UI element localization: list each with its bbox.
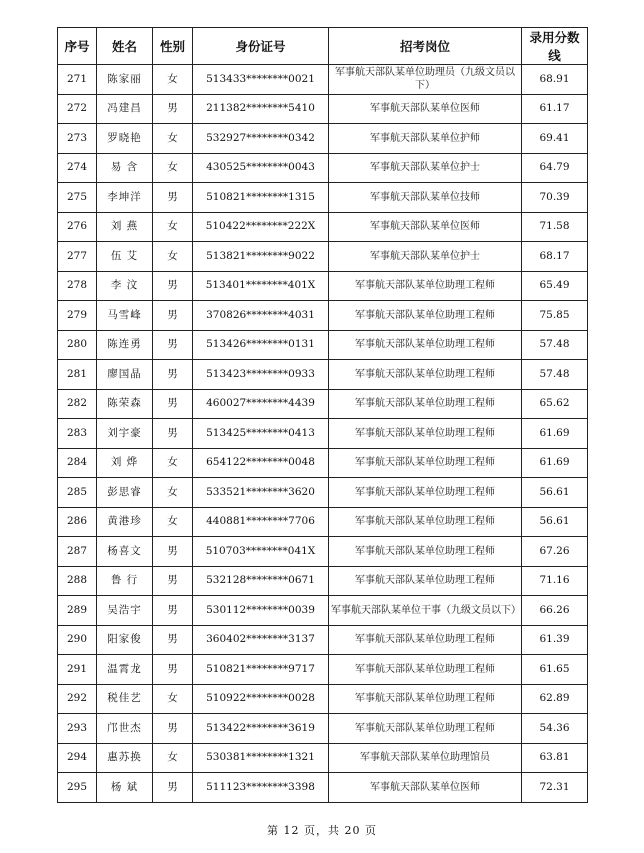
cell-score: 71.58 [522,212,588,242]
cell-position: 军事航天部队某单位助理工程师 [329,625,522,655]
cell-score: 56.61 [522,507,588,537]
cell-gender: 男 [153,537,193,567]
cell-position: 军事航天部队某单位护师 [329,124,522,154]
cell-id-number: 440881********7706 [193,507,329,537]
cell-position: 军事航天部队某单位助理工程师 [329,655,522,685]
cell-name: 彭思睿 [97,478,153,508]
cell-score: 70.39 [522,183,588,213]
cell-position: 军事航天部队某单位医师 [329,773,522,803]
cell-position: 军事航天部队某单位干事（九级文员以下） [329,596,522,626]
header-position: 招考岗位 [329,28,522,65]
cell-position: 军事航天部队某单位助理工程师 [329,566,522,596]
cell-position: 军事航天部队某单位护士 [329,153,522,183]
cell-gender: 男 [153,183,193,213]
cell-no: 280 [58,330,97,360]
cell-id-number: 530381********1321 [193,743,329,773]
cell-no: 276 [58,212,97,242]
cell-name: 杨喜文 [97,537,153,567]
cell-score: 71.16 [522,566,588,596]
cell-no: 289 [58,596,97,626]
cell-id-number: 460027********4439 [193,389,329,419]
cell-id-number: 513433********0021 [193,65,329,95]
cell-gender: 女 [153,478,193,508]
cell-no: 272 [58,94,97,124]
cell-gender: 女 [153,242,193,272]
table-row [58,448,588,478]
table-row [58,153,588,183]
table-row [58,330,588,360]
header-id-number: 身份证号 [193,28,329,65]
cell-gender: 男 [153,419,193,449]
cell-score: 54.36 [522,714,588,744]
cell-name: 陈荣森 [97,389,153,419]
cell-name: 廖国晶 [97,360,153,390]
cell-score: 61.39 [522,625,588,655]
table-row [58,271,588,301]
cell-score: 66.26 [522,596,588,626]
cell-id-number: 510922********0028 [193,684,329,714]
cell-position: 军事航天部队某单位助理工程师 [329,271,522,301]
header-gender: 性别 [153,28,193,65]
cell-id-number: 510821********9717 [193,655,329,685]
cell-gender: 男 [153,566,193,596]
cell-name: 刘宇豪 [97,419,153,449]
cell-score: 61.17 [522,94,588,124]
cell-name: 伍 艾 [97,242,153,272]
cell-name: 刘 烨 [97,448,153,478]
cell-score: 61.65 [522,655,588,685]
cell-gender: 男 [153,360,193,390]
table-row [58,183,588,213]
cell-name: 黄港珍 [97,507,153,537]
table-body [58,65,588,803]
cell-gender: 男 [153,94,193,124]
cell-name: 税佳艺 [97,684,153,714]
cell-name: 罗晓艳 [97,124,153,154]
header-row [58,28,588,65]
cell-score: 61.69 [522,448,588,478]
table-row [58,537,588,567]
cell-position: 军事航天部队某单位助理工程师 [329,714,522,744]
cell-no: 271 [58,65,97,95]
cell-no: 278 [58,271,97,301]
cell-score: 56.61 [522,478,588,508]
table-row [58,389,588,419]
cell-score: 57.48 [522,360,588,390]
cell-position: 军事航天部队某单位护士 [329,242,522,272]
cell-score: 62.89 [522,684,588,714]
cell-name: 温霄龙 [97,655,153,685]
table-row [58,94,588,124]
cell-no: 293 [58,714,97,744]
cell-gender: 女 [153,507,193,537]
cell-score: 69.41 [522,124,588,154]
cell-id-number: 513401********401X [193,271,329,301]
cell-name: 阳家俊 [97,625,153,655]
cell-name: 刘 燕 [97,212,153,242]
cell-name: 杨 斌 [97,773,153,803]
cell-id-number: 532927********0342 [193,124,329,154]
cell-position: 军事航天部队某单位助理工程师 [329,360,522,390]
cell-id-number: 510422********222X [193,212,329,242]
cell-score: 65.62 [522,389,588,419]
cell-id-number: 533521********3620 [193,478,329,508]
cell-gender: 男 [153,773,193,803]
cell-position: 军事航天部队某单位医师 [329,212,522,242]
cell-no: 283 [58,419,97,449]
cell-no: 277 [58,242,97,272]
cell-id-number: 513423********0933 [193,360,329,390]
cell-no: 294 [58,743,97,773]
cell-no: 273 [58,124,97,154]
table-row [58,684,588,714]
table-row [58,625,588,655]
cell-name: 惠苏换 [97,743,153,773]
page-number-footer: 第 12 页，共 20 页 [267,824,377,837]
cell-position: 军事航天部队某单位助理工程师 [329,419,522,449]
table-row [58,478,588,508]
cell-id-number: 532128********0671 [193,566,329,596]
cell-gender: 女 [153,153,193,183]
cell-gender: 女 [153,448,193,478]
cell-gender: 男 [153,271,193,301]
cell-position: 军事航天部队某单位助理工程师 [329,478,522,508]
cell-name: 邝世杰 [97,714,153,744]
cell-gender: 女 [153,65,193,95]
cell-id-number: 510821********1315 [193,183,329,213]
cell-name: 冯建昌 [97,94,153,124]
cell-gender: 女 [153,212,193,242]
table-row [58,360,588,390]
table-row [58,566,588,596]
cell-gender: 男 [153,330,193,360]
cell-position: 军事航天部队某单位助理工程师 [329,448,522,478]
cell-id-number: 511123********3398 [193,773,329,803]
table-row [58,242,588,272]
cell-position: 军事航天部队某单位助理工程师 [329,507,522,537]
table-row [58,507,588,537]
cell-no: 291 [58,655,97,685]
cell-gender: 男 [153,655,193,685]
cell-no: 275 [58,183,97,213]
cell-name: 陈连勇 [97,330,153,360]
cell-name: 易 含 [97,153,153,183]
cell-id-number: 513426********0131 [193,330,329,360]
cell-no: 288 [58,566,97,596]
cell-position: 军事航天部队某单位助理工程师 [329,684,522,714]
cell-score: 75.85 [522,301,588,331]
cell-position: 军事航天部队某单位技师 [329,183,522,213]
cell-name: 李坤洋 [97,183,153,213]
cell-no: 285 [58,478,97,508]
cell-id-number: 513425********0413 [193,419,329,449]
cell-name: 鲁 行 [97,566,153,596]
cell-no: 295 [58,773,97,803]
cell-score: 68.91 [522,65,588,95]
cell-id-number: 530112********0039 [193,596,329,626]
cell-position: 军事航天部队某单位助理馆员 [329,743,522,773]
cell-no: 290 [58,625,97,655]
cell-score: 72.31 [522,773,588,803]
cell-gender: 女 [153,684,193,714]
cell-score: 61.69 [522,419,588,449]
cell-position: 军事航天部队某单位助理工程师 [329,537,522,567]
cell-no: 286 [58,507,97,537]
cell-no: 284 [58,448,97,478]
cell-score: 63.81 [522,743,588,773]
cell-score: 57.48 [522,330,588,360]
cell-no: 282 [58,389,97,419]
header-name: 姓名 [97,28,153,65]
cell-position: 军事航天部队某单位助理员（九级文员以下） [329,65,522,95]
cell-gender: 男 [153,625,193,655]
cell-name: 吴浩宇 [97,596,153,626]
table-row [58,773,588,803]
table-row [58,743,588,773]
cell-score: 64.79 [522,153,588,183]
table-row [58,65,588,95]
cell-id-number: 510703********041X [193,537,329,567]
cell-name: 陈家丽 [97,65,153,95]
cell-id-number: 430525********0043 [193,153,329,183]
table-row [58,655,588,685]
cell-position: 军事航天部队某单位助理工程师 [329,301,522,331]
cell-gender: 男 [153,714,193,744]
table-row [58,419,588,449]
cell-gender: 女 [153,743,193,773]
cell-id-number: 370826********4031 [193,301,329,331]
cell-score: 67.26 [522,537,588,567]
header-no: 序号 [58,28,97,65]
cell-name: 李 汶 [97,271,153,301]
cell-id-number: 654122********0048 [193,448,329,478]
table-header [58,28,588,65]
cell-position: 军事航天部队某单位助理工程师 [329,330,522,360]
cell-gender: 男 [153,596,193,626]
admission-score-table [57,27,588,803]
cell-id-number: 211382********5410 [193,94,329,124]
table-row [58,124,588,154]
cell-gender: 男 [153,389,193,419]
cell-gender: 男 [153,301,193,331]
header-score: 录用分数线 [522,28,588,65]
cell-no: 292 [58,684,97,714]
cell-no: 274 [58,153,97,183]
cell-id-number: 513422********3619 [193,714,329,744]
table-row [58,212,588,242]
cell-position: 军事航天部队某单位医师 [329,94,522,124]
cell-id-number: 360402********3137 [193,625,329,655]
table-row [58,596,588,626]
cell-no: 281 [58,360,97,390]
cell-gender: 女 [153,124,193,154]
cell-no: 279 [58,301,97,331]
cell-name: 马雪峰 [97,301,153,331]
table-row [58,301,588,331]
cell-no: 287 [58,537,97,567]
cell-position: 军事航天部队某单位助理工程师 [329,389,522,419]
cell-score: 68.17 [522,242,588,272]
cell-id-number: 513821********9022 [193,242,329,272]
cell-score: 65.49 [522,271,588,301]
table-row [58,714,588,744]
